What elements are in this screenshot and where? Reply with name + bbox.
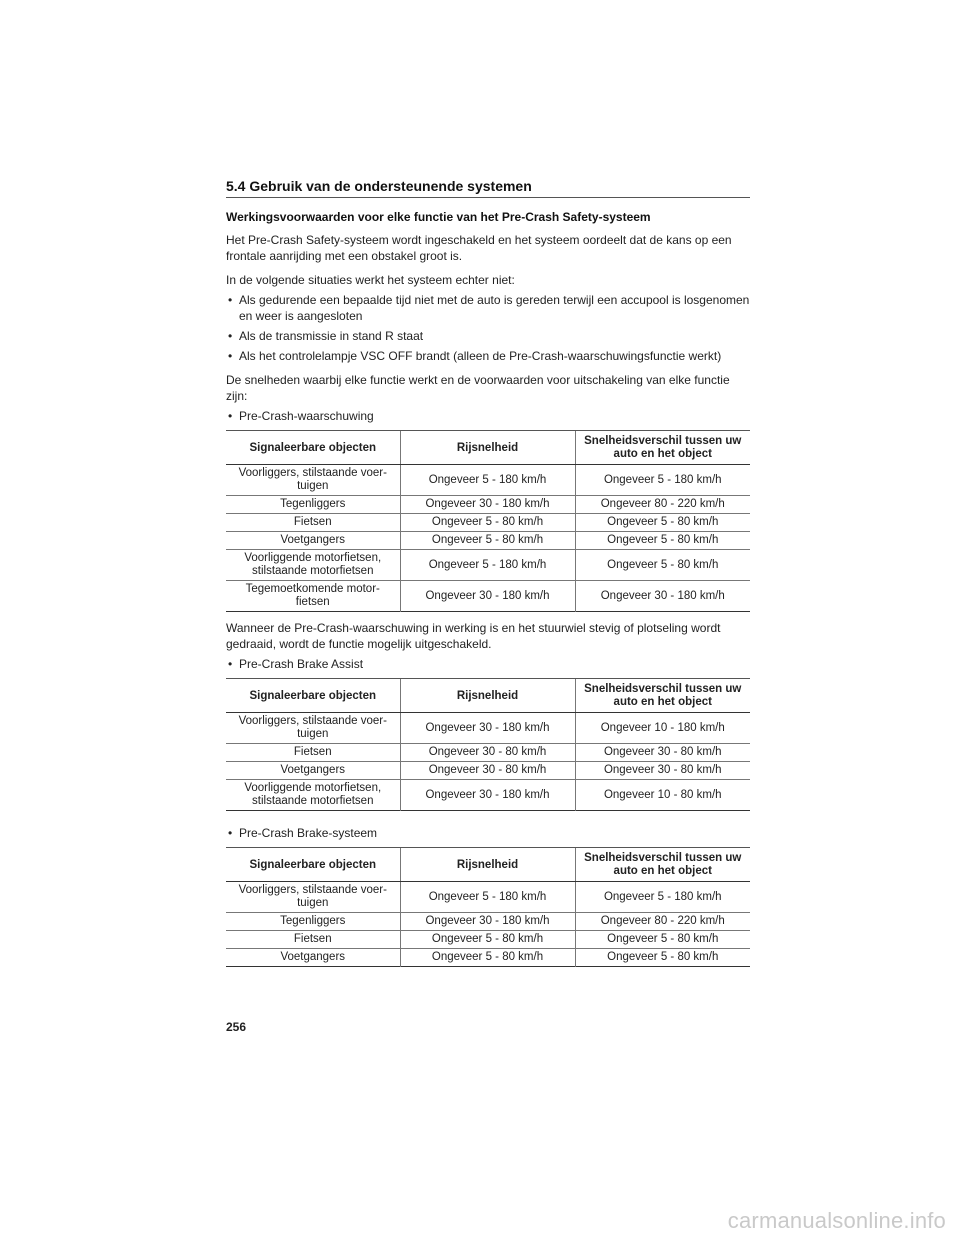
table-cell: Ongeveer 5 - 180 km/h <box>575 465 750 496</box>
table-cell: Ongeveer 30 - 80 km/h <box>400 762 575 780</box>
column-header: Signaleerbare objecten <box>226 848 400 882</box>
table-cell: Ongeveer 5 - 80 km/h <box>400 949 575 967</box>
table-cell: Voetgangers <box>226 949 400 967</box>
column-header: Rijsnelheid <box>400 679 575 713</box>
watermark: carmanualsonline.info <box>727 1208 946 1233</box>
manual-page <box>226 178 750 967</box>
table-cell: Ongeveer 30 - 180 km/h <box>400 780 575 811</box>
table-cell: Ongeveer 30 - 180 km/h <box>400 581 575 612</box>
table-cell: Ongeveer 30 - 80 km/h <box>575 762 750 780</box>
function-2-bullet <box>226 656 750 672</box>
page-number: 256 <box>226 1020 247 1034</box>
table-cell: Ongeveer 80 - 220 km/h <box>575 913 750 931</box>
table-cell: Fietsen <box>226 931 400 949</box>
table-cell: Voorliggende motorfietsen, stilstaande motorfietsen <box>226 550 400 581</box>
function-1-bullet <box>226 408 750 424</box>
table-cell: Tegenliggers <box>226 496 400 514</box>
list-item: • Als de transmissie in stand R staat <box>226 328 750 344</box>
table-pre-crash-brake-system <box>226 847 750 967</box>
function-3-bullet <box>226 825 750 841</box>
table-cell: Voorliggers, stilstaande voer-tuigen <box>226 465 400 496</box>
table-cell: Ongeveer 30 - 180 km/h <box>400 913 575 931</box>
situations-list <box>226 292 750 364</box>
list-item: • Als het controlelampje VSC OFF brandt (alleen de Pre-Crash-waarschuwingsfunctie werkt) <box>226 348 750 364</box>
table-cell: Ongeveer 5 - 180 km/h <box>400 465 575 496</box>
table-cell: Ongeveer 5 - 80 km/h <box>575 931 750 949</box>
table-cell: Ongeveer 5 - 180 km/h <box>400 882 575 913</box>
table-cell: Ongeveer 5 - 80 km/h <box>575 550 750 581</box>
column-header: Signaleerbare objecten <box>226 679 400 713</box>
table-cell: Fietsen <box>226 744 400 762</box>
table-cell: Fietsen <box>226 514 400 532</box>
table-cell: Ongeveer 30 - 180 km/h <box>400 496 575 514</box>
table-cell: Ongeveer 30 - 180 km/h <box>575 581 750 612</box>
subsection-heading: Werkingsvoorwaarden voor elke functie van het Pre-Crash Safety-systeem <box>226 210 651 224</box>
table-row <box>226 744 750 762</box>
column-header: Snelheidsverschil tussen uw auto en het object <box>575 679 750 713</box>
table-row <box>226 882 750 913</box>
table-cell: Ongeveer 10 - 180 km/h <box>575 713 750 744</box>
table-pre-crash-brake-assist <box>226 678 750 811</box>
table-row <box>226 913 750 931</box>
section-header: 5.4 Gebruik van de ondersteunende systemen <box>226 178 750 198</box>
function-label: • Pre-Crash Brake-systeem <box>226 825 750 841</box>
table-cell: Tegenliggers <box>226 913 400 931</box>
table-row <box>226 514 750 532</box>
column-header: Snelheidsverschil tussen uw auto en het object <box>575 848 750 882</box>
column-header: Rijsnelheid <box>400 848 575 882</box>
situations-intro: In de volgende situaties werkt het systeem echter niet: <box>226 273 515 287</box>
table-row <box>226 496 750 514</box>
table-row <box>226 550 750 581</box>
intro-paragraph: Het Pre-Crash Safety-systeem wordt ingeschakeld en het systeem oordeelt dat de kans op een frontale aanrijding met een obstakel groot is. <box>226 233 732 263</box>
table-cell: Ongeveer 30 - 80 km/h <box>575 744 750 762</box>
table-cell: Ongeveer 5 - 80 km/h <box>400 514 575 532</box>
table-cell: Ongeveer 5 - 80 km/h <box>575 532 750 550</box>
speeds-intro: De snelheden waarbij elke functie werkt en de voorwaarden voor uitschakeling van elke functie zijn: <box>226 373 730 403</box>
table-cell: Voorliggers, stilstaande voer-tuigen <box>226 713 400 744</box>
table-cell: Ongeveer 5 - 80 km/h <box>575 514 750 532</box>
column-header: Rijsnelheid <box>400 431 575 465</box>
table-row <box>226 762 750 780</box>
warning-note: Wanneer de Pre-Crash-waarschuwing in werking is en het stuurwiel stevig of plotseling wordt gedraaid, wordt de functie mogelijk uitgeschakeld. <box>226 621 721 651</box>
table-row <box>226 931 750 949</box>
table-cell: Ongeveer 30 - 180 km/h <box>400 713 575 744</box>
table-cell: Voorliggende motorfietsen, stilstaande motorfietsen <box>226 780 400 811</box>
table-row <box>226 949 750 967</box>
table-row <box>226 780 750 811</box>
table-cell: Ongeveer 5 - 80 km/h <box>575 949 750 967</box>
table-cell: Tegemoetkomende motor-fietsen <box>226 581 400 612</box>
table-cell: Ongeveer 10 - 80 km/h <box>575 780 750 811</box>
table-cell: Ongeveer 80 - 220 km/h <box>575 496 750 514</box>
function-label: • Pre-Crash Brake Assist <box>226 656 750 672</box>
function-label: • Pre-Crash-waarschuwing <box>226 408 750 424</box>
table-cell: Ongeveer 5 - 180 km/h <box>575 882 750 913</box>
table-cell: Voetgangers <box>226 532 400 550</box>
table-row <box>226 532 750 550</box>
column-header: Signaleerbare objecten <box>226 431 400 465</box>
table-cell: Voetgangers <box>226 762 400 780</box>
table-pre-crash-warning <box>226 430 750 612</box>
table-row <box>226 713 750 744</box>
table-cell: Ongeveer 30 - 80 km/h <box>400 744 575 762</box>
table-cell: Ongeveer 5 - 80 km/h <box>400 532 575 550</box>
column-header: Snelheidsverschil tussen uw auto en het object <box>575 431 750 465</box>
table-row <box>226 581 750 612</box>
list-item: • Als gedurende een bepaalde tijd niet met de auto is gereden terwijl een accupool is losgenomen en weer is aangesloten <box>226 292 750 324</box>
table-cell: Ongeveer 5 - 180 km/h <box>400 550 575 581</box>
table-cell: Ongeveer 5 - 80 km/h <box>400 931 575 949</box>
table-row <box>226 465 750 496</box>
table-cell: Voorliggers, stilstaande voer-tuigen <box>226 882 400 913</box>
